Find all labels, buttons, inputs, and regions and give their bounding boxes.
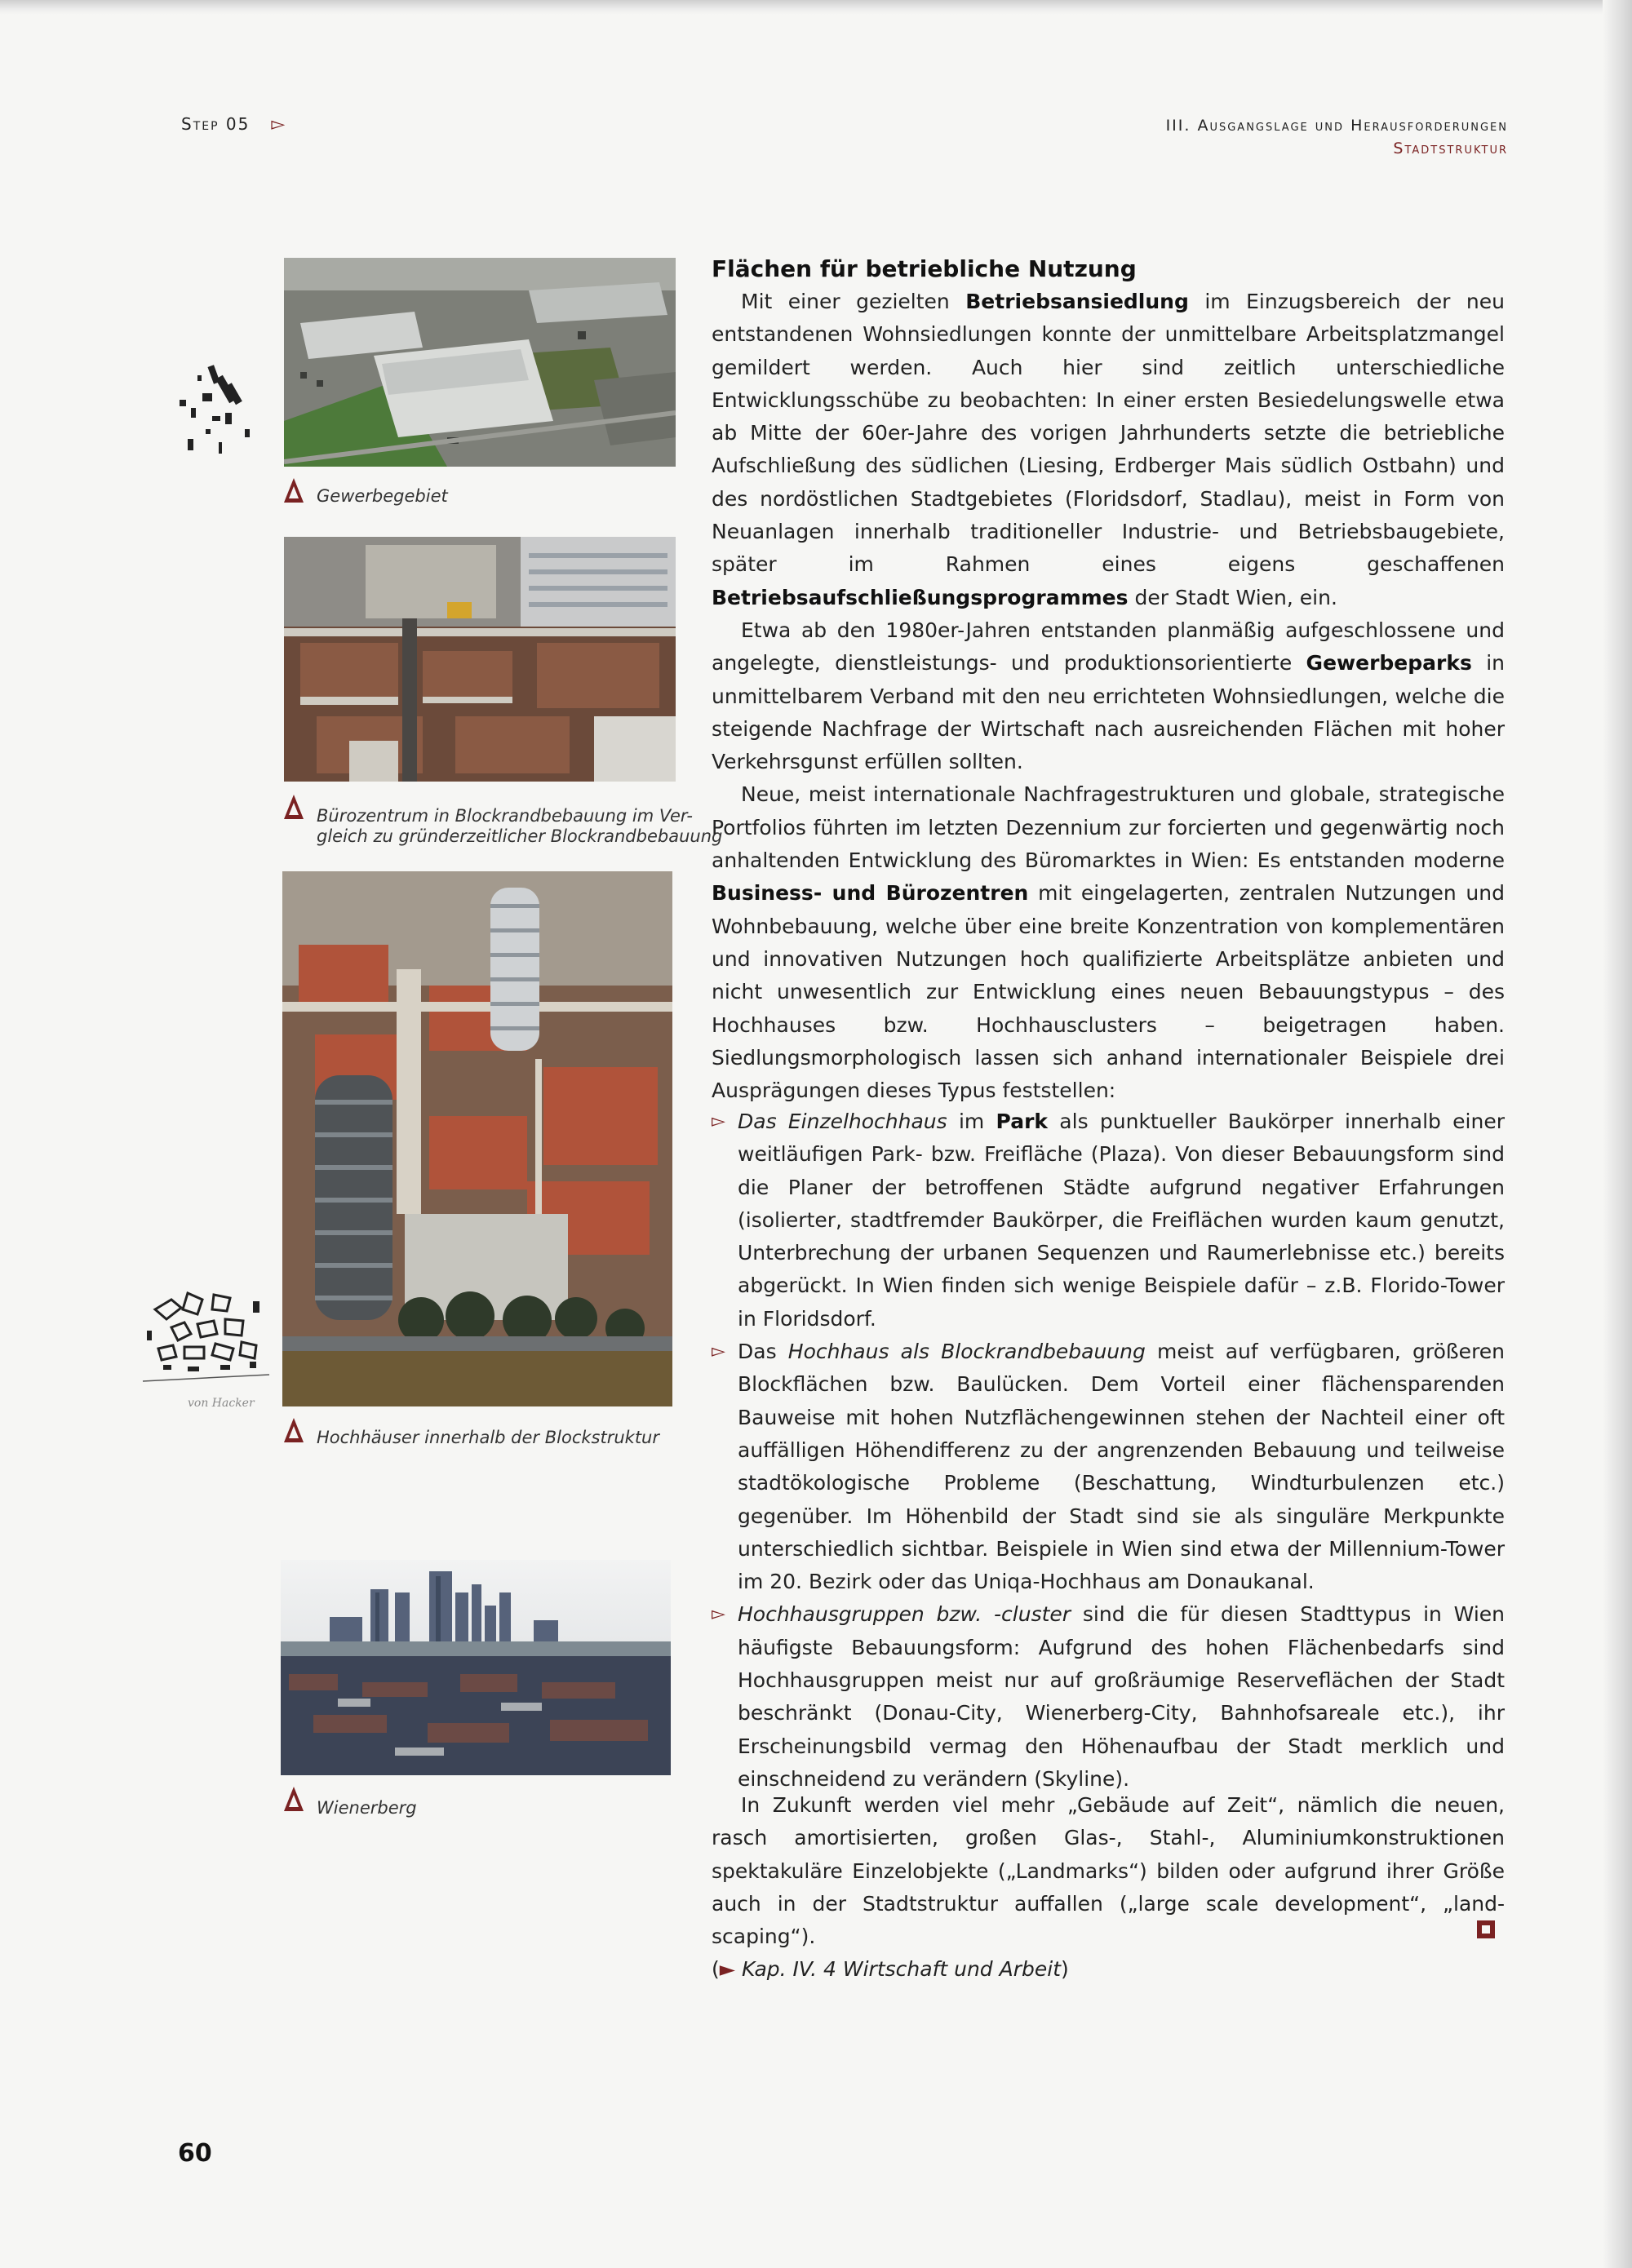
b2-italic: Hochhaus als Blockrandbebauung [787, 1340, 1146, 1364]
term-gewerbeparks: Gewerbeparks [1306, 651, 1472, 676]
p1-text-c: im Einzugsbereich der neu entstandenen Wohnsiedlungen konnte der unmittelbare Arbeitsplatzmangel gemildert werden. Auch hier sind zeitlich unterschiedliche Entwicklungsschübe zu beobachten: In einer ersten Besiedelungswelle etwa ab Mitte der 60er-Jahre des vorigen Jahrhunderts setzte die betriebliche Aufschließung des südlichen (Liesing, Erdberger Mais südlich Ostbahn) und des nordöstlichen Stadtgebietes (Floridsdorf, Stadlau), meist in Form von Neuanlagen innerhalb traditioneller Industrie- und Betriebsbaugebiete, später im Rahmen eines eigens geschaffenen [712, 290, 1506, 577]
caption-2-line-2: gleich zu gründerzeitlicher Blockrandbebauung [317, 826, 723, 846]
caption-4: Wienerberg [317, 1798, 417, 1818]
bullet-arrow-icon: ▻ [712, 1341, 725, 1362]
article-heading: Flächen für betriebliche Nutzung [712, 255, 1137, 282]
caption-triangle-icon [284, 1418, 304, 1442]
subsection-title: Stadtstruktur [1393, 140, 1508, 157]
term-betriebsaufschliessungsprogramm: Betriebsaufschließungsprogrammes [712, 585, 1129, 609]
caption-triangle-icon [284, 1787, 304, 1811]
term-business-buerozentren: Business- und Bürozentren [712, 881, 1029, 906]
p2-text-c: in unmittelbarem Verband mit den neu errichteten Wohnsiedlungen, welche die steigende Nachfrage der Wirtschaft nach ausreichenden Flächen mit hoher Verkehrsgunst erfüllen sollten. [712, 651, 1505, 774]
b1-text-d: als punktueller Baukörper innerhalb einer weitläufigen Park- bzw. Freifläche (Plaza). Von dieser Bebauungsform sind die Planer der betroffenen Städte aufgrund negativer Erfahrungen (isolierter, stadtfremder Baukörper, die Freiflächen wurden kaum genutzt, Unterbrechung der urbanen Sequenzen und Raumerlebnisse etc.) bereits abgerückt. In Wien finden sich wenige Beispiele dafür – z.B. Florido-Tower in Floridsdorf. [738, 1110, 1505, 1331]
b2-text-a: Das [738, 1340, 788, 1364]
reference-link: Kap. IV. 4 Wirtschaft und Arbeit [735, 1957, 1061, 1982]
paragraph-3 [712, 778, 1505, 1107]
b3-italic: Hochhausgruppen bzw. -cluster [738, 1602, 1071, 1627]
caption-1: Gewerbegebiet [317, 486, 448, 506]
p1-text-e: der Stadt Wien, ein. [1128, 585, 1337, 609]
bullet-list [712, 1105, 1505, 1796]
term-park: Park [996, 1110, 1049, 1133]
bullet-einzelhochhaus [712, 1105, 1505, 1336]
b3-text-b: sind die für diesen Stadttypus in Wien häufigste Bebauungsform: Aufgrund des hohen Flächenbedarfs sind Hochhausgruppen meist nur auf großräumige Reserveflächen der Stadt beschränkt (Donau-City, Wienerberg-City, Bahnhofsareale etc.), ihr Erscheinungsbild vermag den Höhenaufbau der Stadt merklich und einschneidend zu verändern (Skyline). [738, 1602, 1505, 1791]
paragraph-4: In Zukunft werden viel mehr „Gebäude auf Zeit“, nämlich die neuen, rasch amortisierten, großen Glas-, Stahl-, Aluminiumkonstruktionen spektakuläre Einzelobjekte („Landmarks“) bilden oder aufgrund ihrer Größe auch in der Stadtstruktur auffallen („large scale development“, „land-scaping“). [712, 1793, 1505, 1949]
p2-text-a: Etwa ab den 1980er-Jahren entstanden planmäßig aufgeschlossene und angelegte, dienstleistungs- und produktionsorientierte [712, 618, 1505, 676]
ref-open-paren: ( [712, 1957, 720, 1982]
photo-buerozentrum [284, 537, 676, 782]
page-number: 60 [178, 2139, 212, 2168]
caption-2-line-1: Bürozentrum in Blockrandbebauung im Ver- [317, 806, 693, 826]
bullet-hochhausgruppen [712, 1598, 1505, 1796]
cross-reference [712, 1953, 1505, 1986]
p1-text-a: Mit einer gezielten [741, 290, 966, 313]
ref-close-paren: ) [1061, 1957, 1069, 1982]
p3-text-c: mit eingelagerten, zentralen Nutzungen und Wohnbebauung, welche über eine breite Konzentration von komplementären und innovativen Nutzungen hoch qualifizierte Arbeitsplätze anbieten und nicht unwesentlich zur Entwicklung eines neuen Bebauungstypus – des Hochhauses bzw. Hochhausclusters – beigetragen haben. Siedlungsmorphologisch lassen sich anhand internationaler Beispiele drei Ausprägungen dieses Typus feststellen: [712, 881, 1505, 1103]
paragraph-1 [712, 286, 1505, 614]
caption-triangle-icon [284, 795, 304, 819]
step-label: Step 05 [181, 114, 251, 134]
running-header-left [181, 114, 286, 135]
section-title: III. Ausgangslage und Herausforderungen [1165, 117, 1508, 135]
step-arrow-icon: ▻ [271, 114, 287, 135]
scan-right-edge [1603, 0, 1632, 2268]
end-of-section-icon [1477, 1920, 1495, 1938]
caption-3: Hochhäuser innerhalb der Blockstruktur [317, 1428, 659, 1447]
paragraph-2 [712, 614, 1505, 778]
b2-text-c: meist auf verfügbaren, größeren Blockflächen bzw. Baulücken. Dem Vorteil einer flächensparenden Bauweise mit hohen Nutzflächengewinnen stehen der Nachteil einer oft auffälligen Höhendifferenz zu der angrenzenden Bebauung und teilweise stadtökologische Probleme (Beschattung, Windturbulenzen etc.) gegenüber. Im Höhenbild der Stadt sind sie als singuläre Merkpunkte unterschiedlich sichtbar. Beispiele in Wien sind etwa der Millennium-Tower im 20. Bezirk oder das Uniqa-Hochhaus am Donaukanal. [738, 1340, 1506, 1594]
photo-gewerbegebiet [284, 258, 676, 467]
site-plan-sketch-1 [155, 351, 277, 473]
closing-section [712, 1789, 1505, 1987]
sketch-annotation: von Hacker [188, 1397, 255, 1410]
running-header-right [1166, 114, 1508, 160]
p3-text-a: Neue, meist internationale Nachfragestrukturen und globale, strategische Portfolios führten im letzten Dezennium zur forcierten und gegenwärtig noch anhaltenden Entwicklung des Büromarktes in Wien: Es entstanden moderne [712, 782, 1505, 873]
scan-top-edge [0, 0, 1632, 15]
reference-arrow-icon: ► [719, 1957, 735, 1982]
bullet-arrow-icon: ▻ [712, 1604, 725, 1625]
article-body [712, 253, 1505, 1107]
bullet-blockrandbebauung [712, 1336, 1505, 1598]
term-betriebsansiedlung: Betriebsansiedlung [965, 290, 1189, 313]
bullet-arrow-icon: ▻ [712, 1111, 725, 1132]
site-plan-sketch-2 [139, 1277, 277, 1391]
b1-text-b: im [947, 1110, 996, 1133]
photo-hochhaeuser [282, 871, 672, 1406]
photo-wienerberg [281, 1560, 671, 1775]
b1-italic: Das Einzelhochhaus [738, 1110, 947, 1133]
caption-triangle-icon [284, 478, 304, 503]
